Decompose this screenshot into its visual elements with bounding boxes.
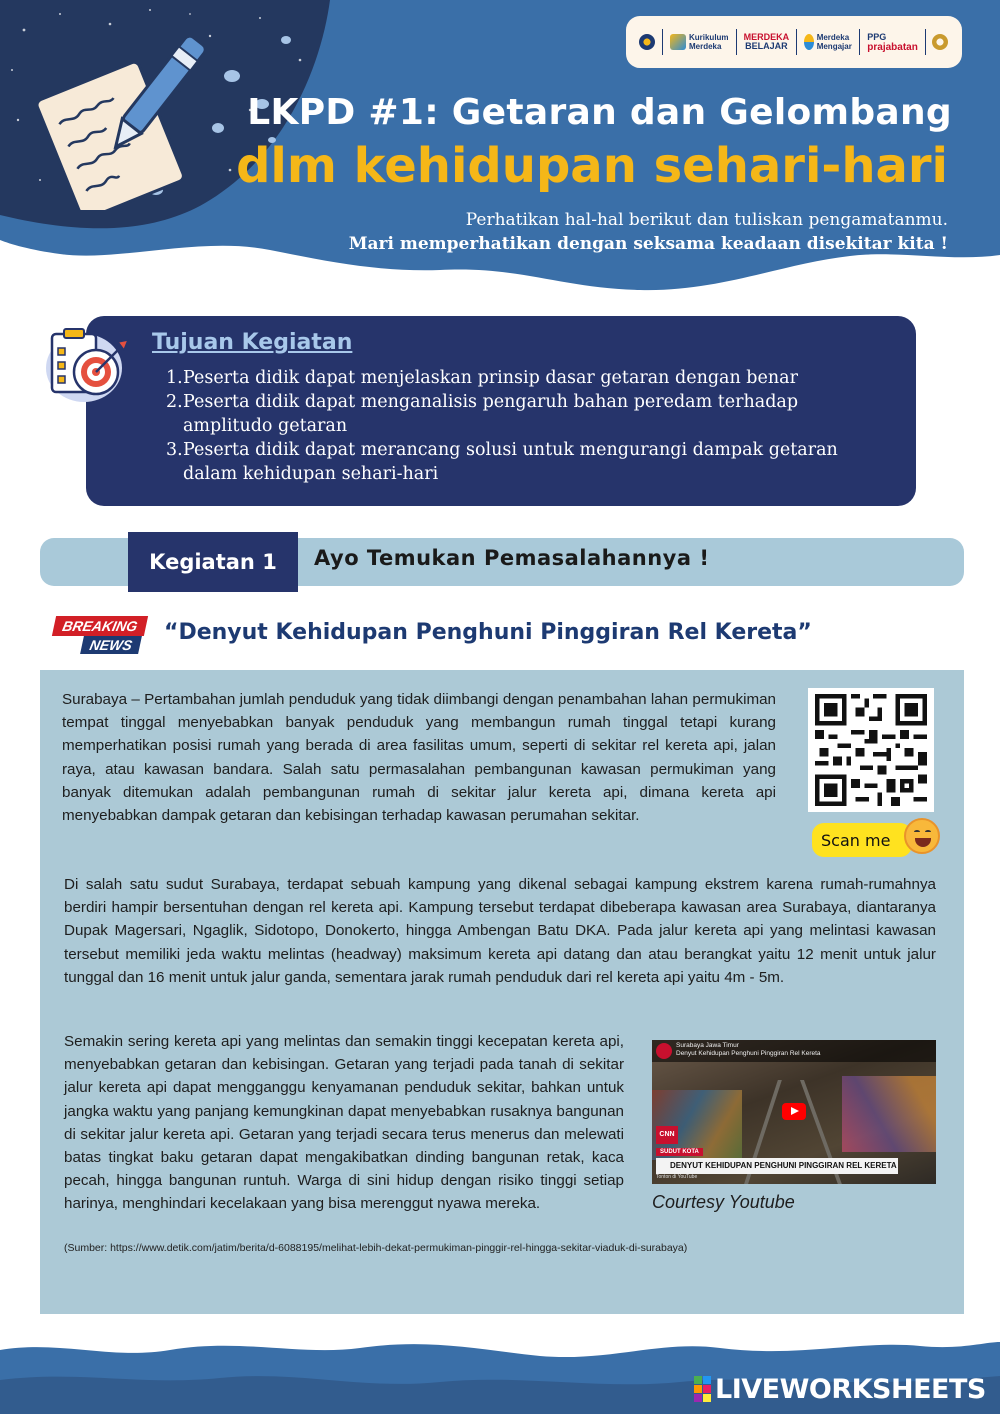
worksheet-subtitle-title: dlm kehidupan sehari-hari (236, 138, 948, 194)
breaking-news-badge (54, 616, 146, 656)
instruction-line-2: Mari memperhatikan dengan seksama keadaan disekitar kita ! (348, 234, 948, 254)
video-segment-label: SUDUT KOTA (656, 1148, 703, 1156)
objective-text: Peserta didik dapat merancang solusi untuk mengurangi dampak getaran dalam kehidupan sehari-hari (183, 440, 838, 484)
prajabatan-text: prajabatan (867, 41, 918, 53)
news-label: NEWS (80, 636, 142, 654)
objective-number: 2. (166, 392, 183, 412)
ppg-text: PPG (867, 31, 887, 42)
article-paragraph-2: Di salah satu sudut Surabaya, terdapat sebuah kampung yang dikenal sebagai kampung ekstrem karena rumah-rumahnya berdiri hampir bersentuhan dengan rel kereta api. Kampung tersebut terdapat dibeberapa kawasan area Surabaya, diantaranya Dupak Magersari, Ngaglik, Sidotopo, Donokerto, hingga Ambengan Batu DKA. Pada jalur kereta api yang melintasi kawasan tersebut memiliki jeda waktu melintas (headway) maksimum kereta api datang dan atau berangkat yaitu 12 menit untuk jalur tunggal dan 16 menit untuk jalur ganda, sementara jarak rumah penduduk dari rel kereta api yaitu 4m - 5m. (64, 876, 936, 986)
kurikulum-merdeka-text: Kurikulum Merdeka (688, 33, 729, 51)
video-channel-name: Surabaya Jawa Timur (676, 1042, 739, 1049)
ppg-prajabatan-logo (867, 33, 918, 52)
merdeka-mengajar-logo (804, 33, 853, 51)
activity-tag: Kegiatan 1 (128, 532, 298, 592)
objective-text: Peserta didik dapat menganalisis pengaruh bahan peredam terhadap amplitudo getaran (183, 392, 799, 436)
activity-title: Ayo Temukan Pemasalahannya ! (314, 546, 710, 570)
logo-divider (859, 29, 860, 55)
video-title-bar (652, 1040, 936, 1062)
liveworksheets-logo (694, 1372, 986, 1406)
merdeka-belajar-logo (744, 33, 790, 51)
video-scene-right (842, 1076, 936, 1152)
objective-number: 3. (166, 440, 183, 460)
video-lower-third: DENYUT KEHIDUPAN PENGHUNI PINGGIRAN REL KERETA (656, 1158, 898, 1174)
logo-divider (925, 29, 926, 55)
objective-text: Peserta didik dapat menjelaskan prinsip dasar getaran dengan benar (183, 368, 798, 388)
video-courtesy-caption: Courtesy Youtube (652, 1192, 795, 1212)
target-checklist-icon (44, 324, 130, 404)
logo-divider (736, 29, 737, 55)
worksheet-title: LKPD #1: Getaran dan Gelombang (247, 92, 952, 133)
article-source: (Sumber: https://www.detik.com/jatim/berita/d-6088195/melihat-lebih-dekat-permukiman-pinggir-rel-hingga-sekitar-viaduk-di-surabaya) (64, 1242, 688, 1254)
article-paragraph-1: Surabaya – Pertambahan jumlah penduduk yang tidak diimbangi dengan penambahan lahan permukiman tempat tinggal menyebabkan banyak penduduk yang membangun rumah tinggal tetapi kurang memperhatikan posisi rumah yang berada di area fasilitas umum, seperti di sekitar rel kereta api, jalan raya, atau kawasan bandara. Salah satu permasalahan pembangunan kawasan permukiman yang banyak ditemukan adalah pembangunan rumah di sekitar jalur kereta api, dimana kereta api menyebabkan dampak getaran dan kebisingan terhadap kawasan perumahan sekitar. (62, 691, 776, 825)
youtube-video-thumbnail[interactable] (652, 1040, 936, 1184)
smiling-face-icon (904, 818, 940, 854)
qr-code[interactable] (808, 688, 934, 812)
merdeka-belajar-text-2: BELAJAR (745, 41, 788, 51)
partner-logos (626, 16, 962, 68)
video-title: Denyut Kehidupan Penghuni Pinggiran Rel Kereta (676, 1050, 821, 1057)
instruction-line-1: Perhatikan hal-hal berikut dan tuliskan pengamatanmu. (465, 210, 948, 230)
cnn-logo: CNN (656, 1126, 678, 1144)
objectives-list (166, 366, 866, 486)
article-paragraph-3: Semakin sering kereta api yang melintas dan semakin tinggi kecepatan kereta api, menyebabkan getaran dan kebisingan. Getaran yang terjadi pada tanah di sekitar jalur kereta api dapat mengganggu kenyamanan penduduk sekitar, bahkan untuk jangka waktu yang panjang kemungkinan dapat menyebabkan rusaknya bangunan di sekitar jalur kereta api. Getaran yang terjadi secara terus menerus dan melewati batas tingkat baku getaran dapat mengakibatkan dinding bangunan retak, kaca pecah, hingga bangunan runtuh. Warga di sini hidup dengan risiko tinggi setiap harinya, menghindari kecelakaan yang bisa merenggut nyawa mereka. (64, 1033, 624, 1213)
play-button-icon[interactable] (782, 1103, 806, 1120)
notepad-pen-illustration (30, 30, 210, 210)
objective-item (166, 366, 866, 390)
logo-divider (662, 29, 663, 55)
watch-on-youtube-link[interactable]: Tonton di YouTube (656, 1174, 698, 1180)
merdeka-belajar-text-1: MERDEKA (743, 32, 790, 42)
video-title-text (676, 1042, 821, 1058)
objective-item (166, 438, 866, 486)
kemendikbud-logo (639, 34, 655, 50)
objectives-title: Tujuan Kegiatan (152, 330, 353, 355)
qr-code-graphic (814, 694, 928, 806)
logo-divider (796, 29, 797, 55)
breaking-label: BREAKING (52, 616, 148, 636)
objective-item (166, 390, 866, 438)
news-headline: “Denyut Kehidupan Penghuni Pinggiran Rel Kereta” (164, 620, 812, 645)
scan-me-label: Scan me (812, 823, 912, 857)
channel-avatar-icon (656, 1043, 672, 1059)
kurikulum-merdeka-logo (670, 33, 729, 51)
merdeka-mengajar-text: Merdeka Mengajar (816, 33, 852, 51)
liveworksheets-blocks-icon (694, 1376, 711, 1402)
objective-number: 1. (166, 368, 183, 388)
liveworksheets-brand: LIVEWORKSHEETS (715, 1373, 986, 1405)
lptk-logo (932, 34, 948, 50)
